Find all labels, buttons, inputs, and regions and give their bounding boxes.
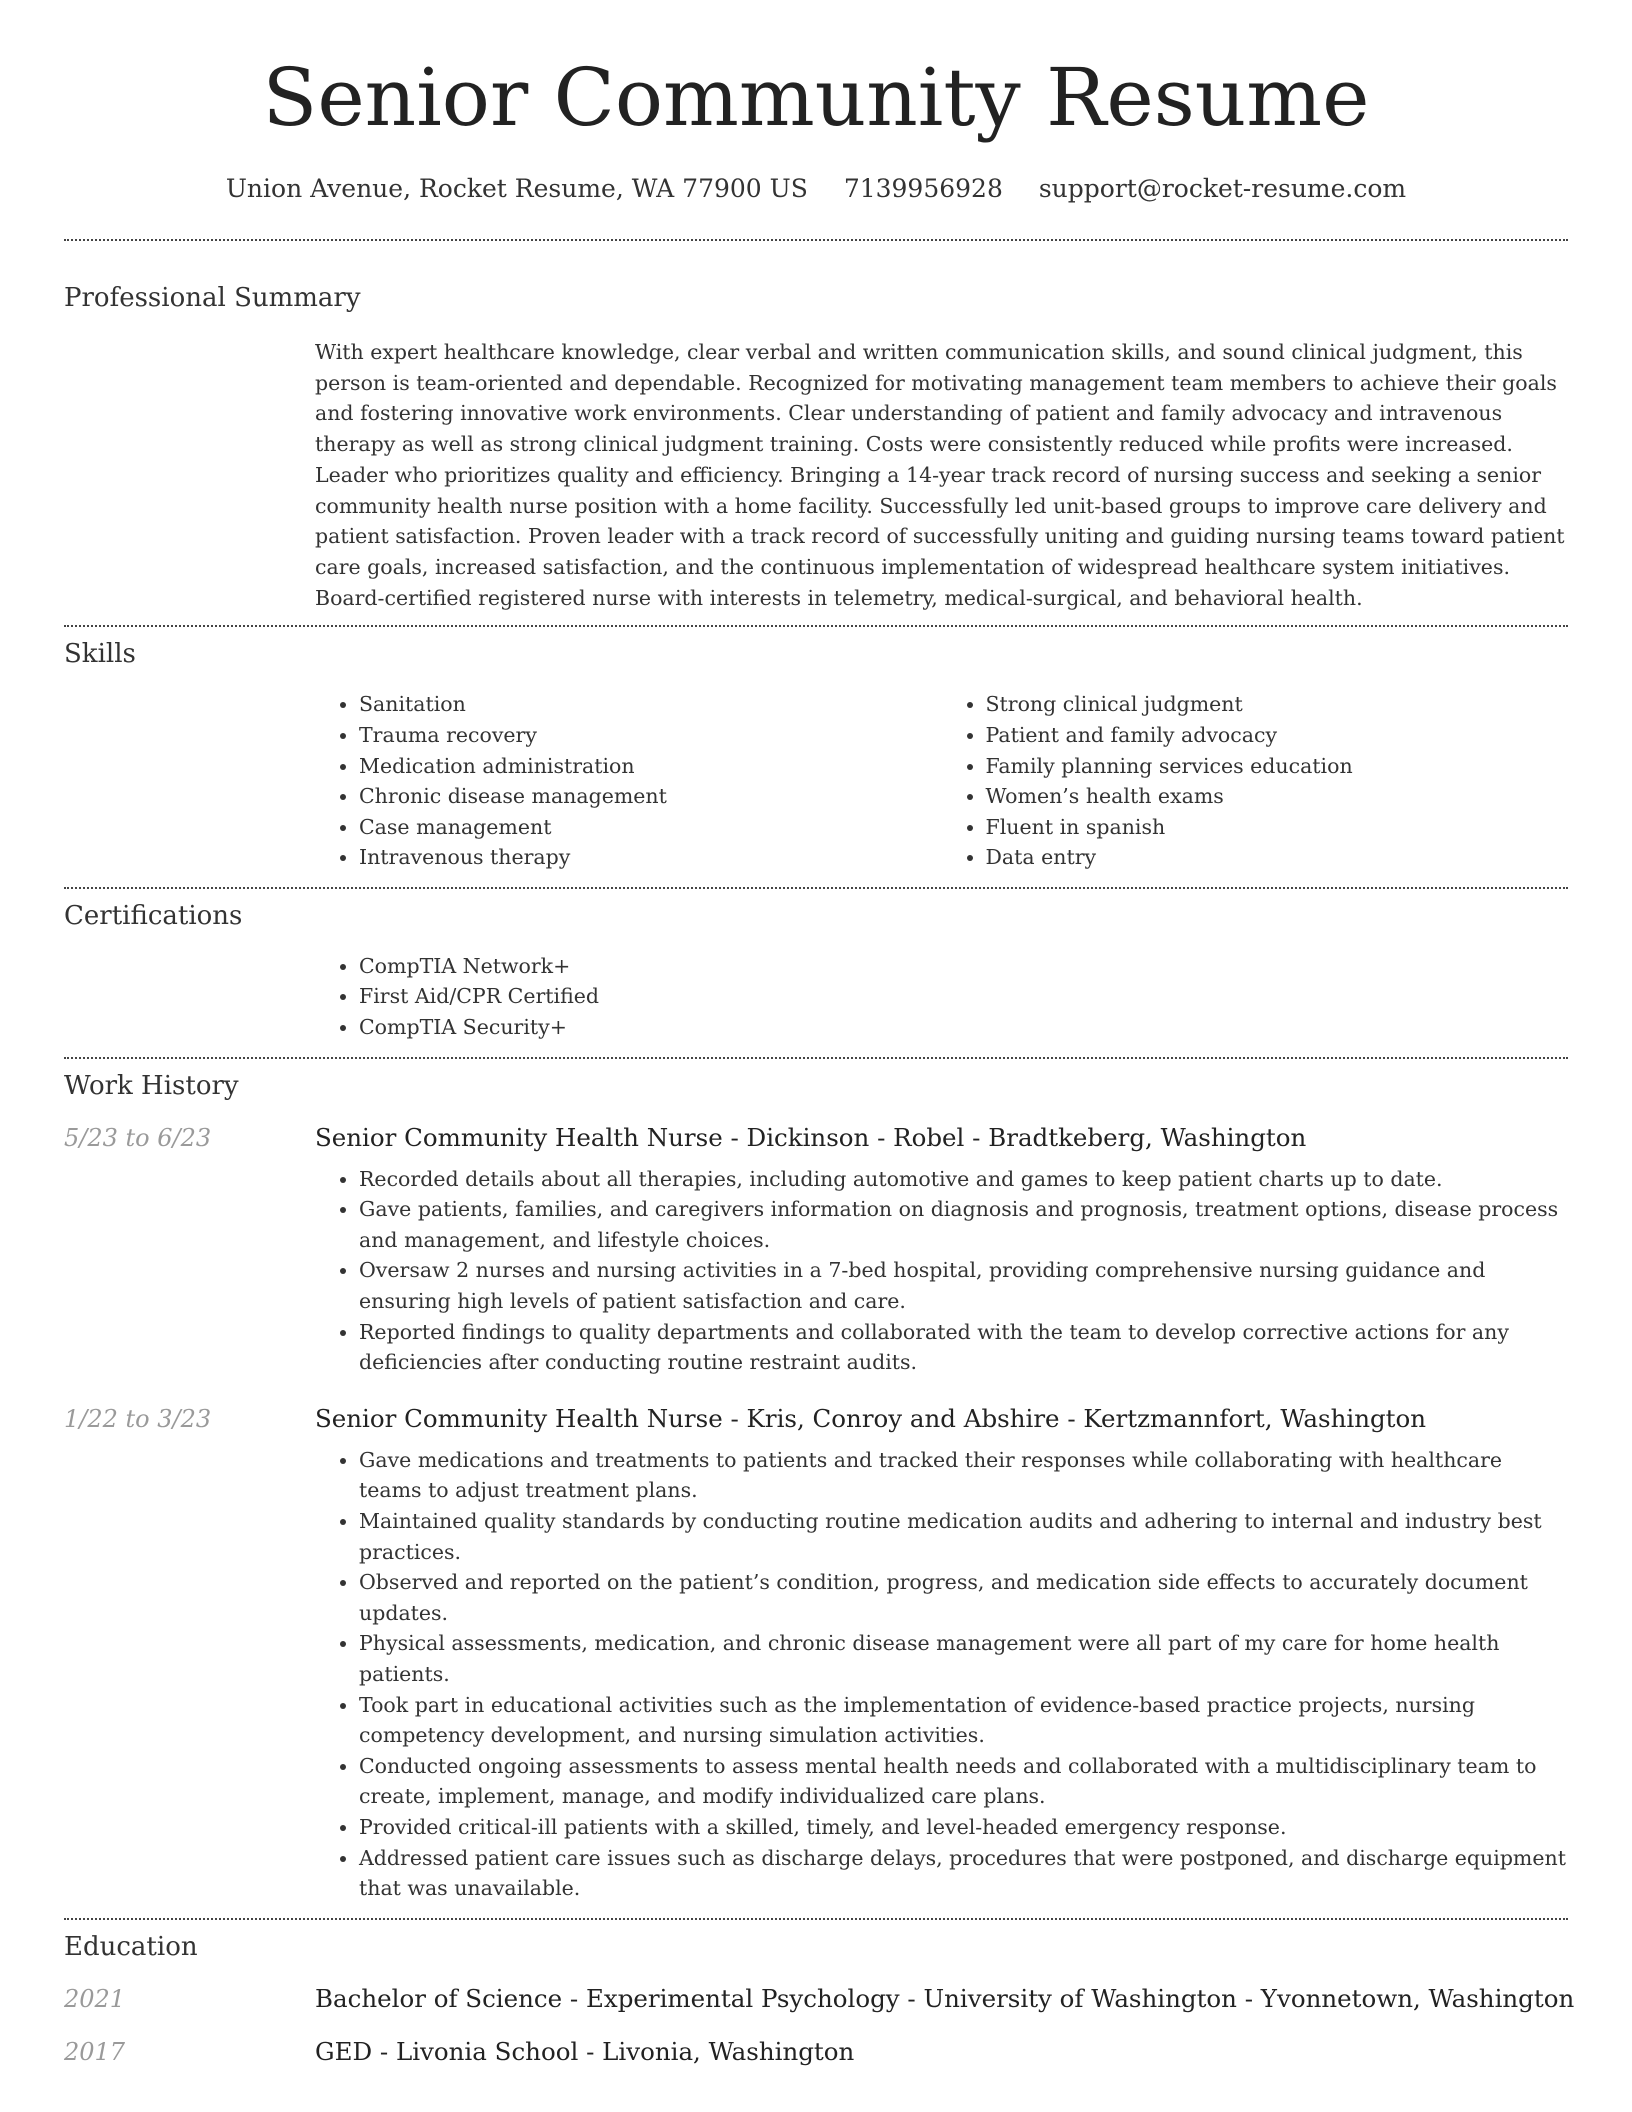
contact-line xyxy=(64,174,1568,203)
skills-grid xyxy=(315,689,1568,873)
job-header xyxy=(64,1123,1568,1152)
certification-item: • CompTIA Security+ xyxy=(359,1012,1568,1043)
education-entry xyxy=(64,2037,1568,2066)
certifications-heading: Certifications xyxy=(64,900,243,931)
job-bullet: • Addressed patient care issues such as discharge delays, procedures that were postponed, and discharge equipment that was unavailable. xyxy=(359,1843,1568,1904)
skill-item: • Medication administration xyxy=(359,751,942,782)
skill-item: • Patient and family advocacy xyxy=(986,720,1569,751)
job-bullet: • Conducted ongoing assessments to assess mental health needs and collaborated with a multidisciplinary team to create, implement, manage, and modify individualized care plans. xyxy=(359,1751,1568,1812)
skills-heading: Skills xyxy=(64,639,136,670)
summary-heading: Professional Summary xyxy=(64,283,361,313)
job-bullets xyxy=(315,1445,1568,1904)
job-entry xyxy=(64,1404,1568,1904)
job-title: Senior Community Health Nurse - Kris, Conroy and Abshire - Kertzmannfort, Washington xyxy=(315,1403,1427,1433)
work-history-section xyxy=(64,1071,1568,1904)
job-bullet: • Took part in educational activities such as the implementation of evidence-based practice projects, nursing competency development, and nursing simulation activities. xyxy=(359,1690,1568,1751)
section-divider xyxy=(64,239,1568,241)
skills-section xyxy=(64,639,1568,873)
work-history-heading: Work History xyxy=(64,1070,239,1101)
certifications-list xyxy=(315,951,1568,1043)
skill-item: • Case management xyxy=(359,812,942,843)
job-bullet: • Maintained quality standards by conducting routine medication audits and adhering to internal and industry best practices. xyxy=(359,1506,1568,1567)
certifications-section xyxy=(64,901,1568,1043)
education-year: 2021 xyxy=(64,1984,126,2013)
skill-item: • Chronic disease management xyxy=(359,781,942,812)
job-bullets xyxy=(315,1164,1568,1378)
section-divider xyxy=(64,887,1568,889)
job-bullet: • Gave medications and treatments to patients and tracked their responses while collaborating with healthcare teams to adjust treatment plans. xyxy=(359,1445,1568,1506)
education-entry xyxy=(64,1983,1575,2013)
certifications-body xyxy=(315,951,1568,1043)
job-bullet: • Reported findings to quality departments and collaborated with the team to develop corrective actions for any deficiencies after conducting routine restraint audits. xyxy=(359,1317,1568,1378)
skill-item: • Fluent in spanish xyxy=(986,812,1569,843)
contact-phone: 7139956928 xyxy=(843,174,1003,203)
section-divider xyxy=(64,625,1568,627)
job-header xyxy=(64,1404,1568,1433)
skills-list-right xyxy=(942,689,1569,873)
section-divider xyxy=(64,1057,1568,1059)
section-divider xyxy=(64,1918,1568,1920)
skill-item: • Data entry xyxy=(986,842,1569,873)
job-bullet: • Provided critical-ill patients with a skilled, timely, and level-headed emergency response. xyxy=(359,1812,1568,1843)
education-year: 2017 xyxy=(64,2037,126,2066)
skills-list-left xyxy=(315,689,942,873)
job-details xyxy=(315,1164,1568,1378)
job-bullet: • Physical assessments, medication, and chronic disease management were all part of my care for home health patients. xyxy=(359,1628,1568,1689)
skill-item: • Intravenous therapy xyxy=(359,842,942,873)
certification-item: • CompTIA Network+ xyxy=(359,951,1568,982)
education-section xyxy=(64,1931,1575,2066)
job-dates: 1/22 to 3/23 xyxy=(64,1404,212,1433)
job-details xyxy=(315,1445,1568,1904)
contact-email: support@rocket-resume.com xyxy=(1038,174,1407,203)
education-degree: GED - Livonia School - Livonia, Washington xyxy=(315,2036,855,2066)
job-bullet: • Gave patients, families, and caregivers information on diagnosis and prognosis, treatment options, disease process and management, and lifestyle choices. xyxy=(359,1194,1568,1255)
contact-address: Union Avenue, Rocket Resume, WA 77900 US xyxy=(225,174,808,203)
job-bullet: • Recorded details about all therapies, including automotive and games to keep patient charts up to date. xyxy=(359,1164,1568,1195)
summary-section xyxy=(64,283,1568,613)
skill-item: • Trauma recovery xyxy=(359,720,942,751)
skill-item: • Family planning services education xyxy=(986,751,1569,782)
skill-item: • Sanitation xyxy=(359,689,942,720)
job-bullet: • Observed and reported on the patient’s condition, progress, and medication side effects to accurately document updates. xyxy=(359,1567,1568,1628)
job-dates: 5/23 to 6/23 xyxy=(64,1123,212,1152)
resume-name: Senior Community Resume xyxy=(262,51,1370,144)
skill-item: • Women’s health exams xyxy=(986,781,1569,812)
summary-text: With expert healthcare knowledge, clear verbal and written communication skills, and sound clinical judgment, this person is team-oriented and dependable. Recognized for motivating management team members to achieve their goals and fostering innovative work environments. Clear understanding of patient and family advocacy and intravenous therapy as well as strong clinical judgment training. Costs were consistently reduced while profits were increased. Leader who prioritizes quality and efficiency. Bringing a 14-year track record of nursing success and seeking a senior community health nurse position with a home facility. Successfully led unit-based groups to improve care delivery and patient satisfaction. Proven leader with a track record of successfully uniting and guiding nursing teams toward patient care goals, increased satisfaction, and the continuous implementation of widespread healthcare system initiatives. Board-certified registered nurse with interests in telemetry, medical-surgical, and behavioral health. xyxy=(315,340,1565,610)
skill-item: • Strong clinical judgment xyxy=(986,689,1569,720)
resume-page xyxy=(64,0,1575,2066)
education-degree: Bachelor of Science - Experimental Psychology - University of Washington - Yvonnetown, Washington xyxy=(315,1983,1575,2013)
job-title: Senior Community Health Nurse - Dickinson - Robel - Bradtkeberg, Washington xyxy=(315,1122,1307,1152)
job-bullet: • Oversaw 2 nurses and nursing activities in a 7-bed hospital, providing comprehensive nursing guidance and ensuring high levels of patient satisfaction and care. xyxy=(359,1255,1568,1316)
certification-item: • First Aid/CPR Certified xyxy=(359,981,1568,1012)
education-heading: Education xyxy=(64,1931,198,1962)
job-entry xyxy=(64,1123,1568,1378)
